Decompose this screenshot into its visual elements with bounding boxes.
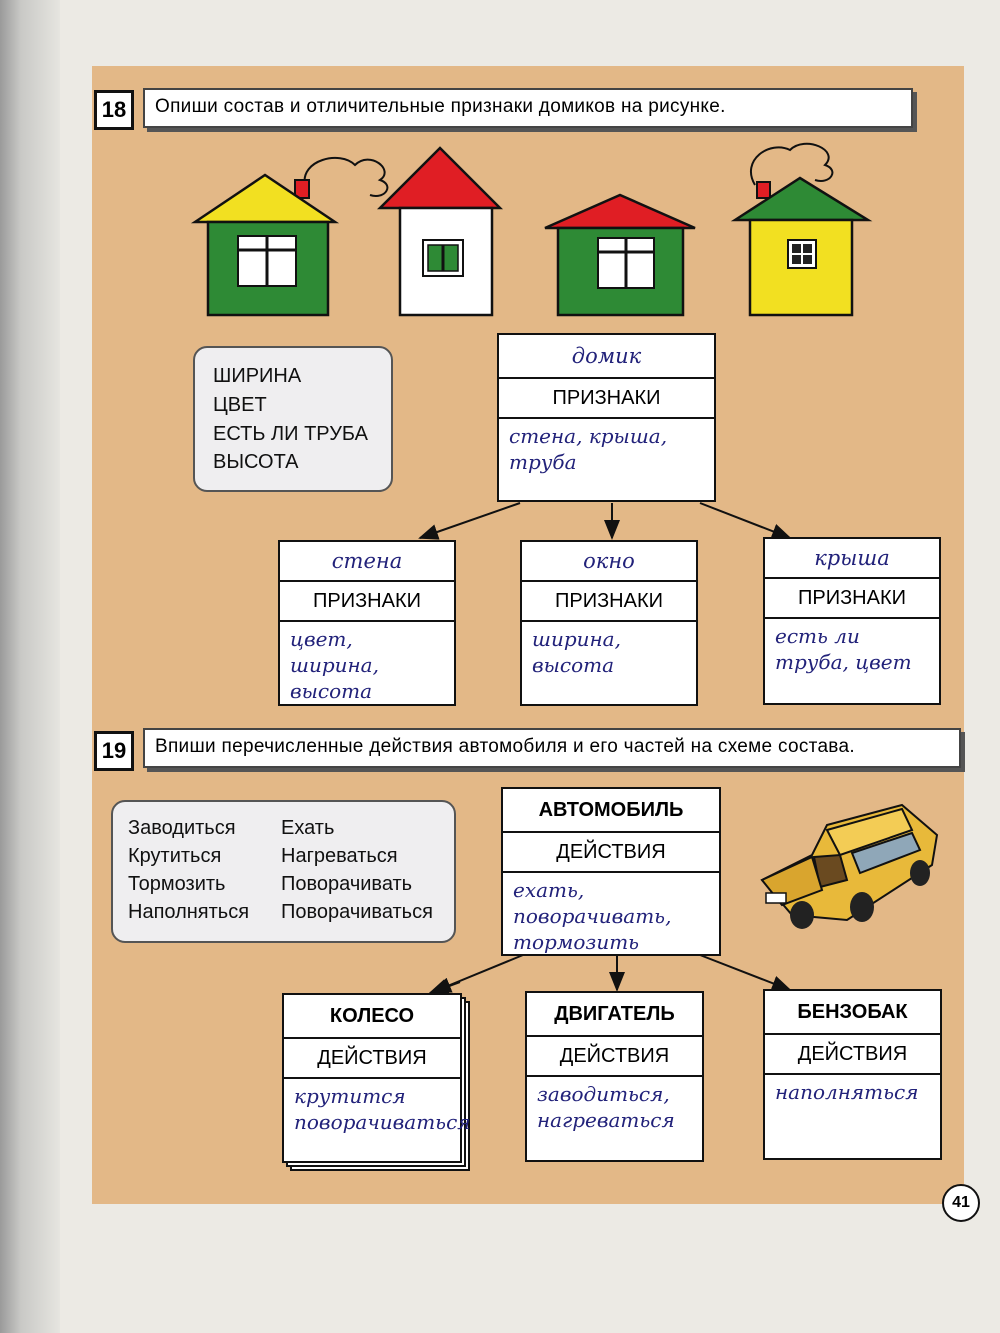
list-item: ВЫСОТА: [213, 451, 299, 473]
scheme-engine-header: ДЕЙСТВИЯ: [527, 1037, 702, 1077]
scheme-wall-answer[interactable]: цвет, ширина, высота: [290, 627, 379, 703]
scheme-engine-answer[interactable]: заводиться, нагреваться: [537, 1082, 675, 1132]
scheme-window: [520, 540, 698, 706]
task-18-instruction: Опиши состав и отличительные признаки домиков на рисунке.: [143, 88, 913, 128]
scheme-house-answer[interactable]: стена, крыша, труба: [509, 424, 668, 474]
scheme-window-name[interactable]: окно: [522, 542, 696, 582]
scheme-car-answer[interactable]: ехать, поворачивать, тормозить: [513, 878, 672, 954]
scheme-wheel-header: ДЕЙСТВИЯ: [284, 1039, 460, 1079]
scheme-wall-name[interactable]: стена: [280, 542, 454, 582]
task-19-number: 19: [94, 731, 134, 771]
scheme-fuel-tank-header: ДЕЙСТВИЯ: [765, 1035, 940, 1075]
car-actions-list: [111, 800, 456, 943]
list-item: Тормозить: [128, 873, 226, 895]
scheme-wall: [278, 540, 456, 706]
list-item: Поворачиваться: [281, 901, 433, 923]
scheme-car: [501, 787, 721, 956]
scheme-roof: [763, 537, 941, 705]
task-18-number: 18: [94, 90, 134, 130]
list-item: ЕСТЬ ЛИ ТРУБА: [213, 423, 368, 445]
scheme-wall-header: ПРИЗНАКИ: [280, 582, 454, 622]
scheme-roof-name[interactable]: крыша: [765, 539, 939, 579]
scheme-roof-header: ПРИЗНАКИ: [765, 579, 939, 619]
task-19-instruction: Впиши перечисленные действия автомобиля и его частей на схеме состава.: [143, 728, 961, 768]
list-item: Заводиться: [128, 817, 236, 839]
scheme-fuel-tank: [763, 989, 942, 1160]
scheme-wheel: [282, 993, 471, 1163]
scheme-wheel-answer[interactable]: крутится поворачиваться: [294, 1084, 471, 1134]
list-item: ШИРИНА: [213, 365, 302, 387]
scheme-fuel-tank-answer[interactable]: наполняться: [775, 1080, 919, 1104]
scheme-house-header: ПРИЗНАКИ: [499, 379, 714, 419]
list-item: Ехать: [281, 817, 335, 839]
scheme-car-name: АВТОМОБИЛЬ: [503, 789, 719, 833]
scheme-roof-answer[interactable]: есть ли труба, цвет: [775, 624, 912, 674]
scheme-fuel-tank-name: БЕНЗОБАК: [765, 991, 940, 1035]
scheme-window-answer[interactable]: ширина, высота: [532, 627, 621, 677]
scheme-car-header: ДЕЙСТВИЯ: [503, 833, 719, 873]
scheme-wheel-name: КОЛЕСО: [284, 995, 460, 1039]
scheme-engine: [525, 991, 704, 1162]
page-number: 41: [942, 1184, 980, 1222]
list-item: Нагреваться: [281, 845, 398, 867]
list-item: Крутиться: [128, 845, 222, 867]
car-illustration: [752, 795, 942, 935]
list-item: Поворачивать: [281, 873, 413, 895]
scheme-window-header: ПРИЗНАКИ: [522, 582, 696, 622]
list-item: Наполняться: [128, 901, 250, 923]
scheme-house-name[interactable]: домик: [499, 335, 714, 379]
list-item: ЦВЕТ: [213, 394, 267, 416]
scheme-engine-name: ДВИГАТЕЛЬ: [527, 993, 702, 1037]
